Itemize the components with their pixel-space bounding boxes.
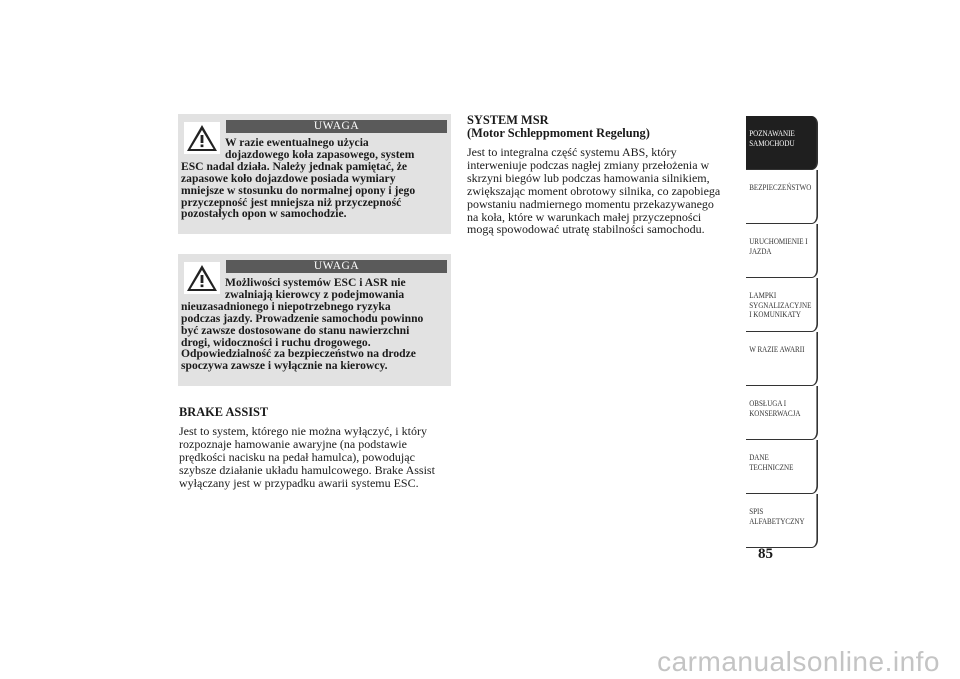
brake-assist-title: BRAKE ASSIST: [179, 405, 269, 419]
chapter-tab[interactable]: [746, 494, 818, 548]
chapter-tab[interactable]: [746, 116, 818, 170]
chapter-tab-label: LAMPKI: [749, 290, 777, 300]
chapter-tab[interactable]: [746, 278, 818, 332]
chapter-tabs: [746, 116, 818, 548]
chapter-tab-label: W RAZIE AWARII: [749, 344, 805, 354]
body-line: prędkości nacisku na pedał hamulca), powodując: [179, 449, 415, 464]
msr-body: [467, 146, 720, 236]
chapter-tab[interactable]: [746, 386, 818, 440]
page-number: 85: [758, 546, 773, 562]
warning-line: przyczepność jest mniejsza niż przyczepność: [181, 195, 402, 209]
warning-line: być zawsze dostosowane do stanu nawierzchni: [181, 323, 410, 337]
chapter-tab-label: JAZDA: [749, 245, 772, 256]
chapter-tab-label: SAMOCHODU: [749, 137, 795, 148]
chapter-tab[interactable]: [746, 170, 818, 224]
warning-line: Odpowiedzialność za bezpieczeństwo na drodze: [181, 347, 416, 361]
chapter-tab[interactable]: [746, 440, 818, 494]
body-line: zwiększając moment obrotowy silnika, co zapobiega: [467, 183, 721, 198]
warning-line: pozostałych opon w samochodzie.: [181, 207, 347, 221]
chapter-tab-label: DANE: [749, 452, 769, 462]
chapter-tab[interactable]: [746, 224, 818, 278]
warning-line: ESC nadal działa. Należy jednak pamiętać, że: [181, 159, 408, 173]
warning-line: zwalniają kierowcy z podejmowania: [225, 287, 405, 301]
chapter-tab-label: TECHNICZNE: [749, 461, 794, 472]
warning-line: nieuzasadnionego i niepotrzebnego ryzyka: [181, 299, 391, 313]
body-line: wyłączany jest w przypadku awarii systemu ESC.: [179, 475, 419, 490]
msr-subtitle: (Motor Schleppmoment Regelung): [467, 126, 650, 140]
body-line: mogą spowodować utratę stabilności samochodu.: [467, 222, 705, 237]
warning-box-2: [178, 254, 451, 386]
chapter-tab-label: OBSŁUGA I: [749, 398, 787, 408]
warning-line: Możliwości systemów ESC i ASR nie: [225, 276, 406, 289]
warning-line: mniejsze w stosunku do normalnej opony i jego: [181, 183, 416, 197]
chapter-tab-label: SPIS: [749, 506, 764, 516]
warning-text: [181, 277, 447, 372]
warning-box-1: [178, 114, 451, 234]
warning-text: [181, 137, 447, 220]
warning-header: UWAGA: [226, 260, 447, 273]
chapter-tab-label: I KOMUNIKATY: [749, 309, 801, 320]
watermark: carmanualsonline.info: [657, 646, 940, 677]
body-line: interweniuje podczas nagłej zmiany przełożenia w: [467, 157, 710, 172]
msr-title: SYSTEM MSR: [467, 113, 549, 127]
body-line: na koła, które w warunkach małej przyczepności: [467, 209, 702, 224]
body-line: rozpoznaje hamowanie awaryjne (na podstawie: [179, 436, 407, 451]
chapter-tab-label: BEZPIECZEŃSTWO: [749, 182, 812, 192]
warning-line: dojazdowego koła zapasowego, system: [225, 147, 415, 161]
chapter-tab-label: SYGNALIZACYJNE: [749, 299, 812, 310]
body-line: Jest to integralna część systemu ABS, który: [467, 145, 677, 159]
warning-line: W razie ewentualnego użycia: [225, 136, 369, 149]
chapter-tab-label: POZNAWANIE: [749, 128, 795, 138]
brake-assist-body: [179, 425, 435, 490]
warning-line: spoczywa zawsze i wyłącznie na kierowcy.: [181, 359, 388, 373]
warning-line: podczas jazdy. Prowadzenie samochodu powinno: [181, 311, 424, 325]
chapter-tab[interactable]: [746, 332, 818, 386]
chapter-tab-label: KONSERWACJA: [749, 407, 801, 418]
body-line: szybsze działanie układu hamulcowego. Brake Assist: [179, 462, 435, 477]
body-line: powstaniu nadmiernego momentu przekazywanego: [467, 196, 714, 211]
chapter-tab-label: URUCHOMIENIE I: [749, 236, 808, 246]
body-line: Jest to system, którego nie można wyłączyć, i który: [179, 424, 427, 438]
body-line: skrzyni biegów lub podczas hamowania silnikiem,: [467, 170, 710, 185]
warning-line: drogi, widoczności i ruchu drogowego.: [181, 335, 371, 349]
chapter-tab-label: ALFABETYCZNY: [749, 515, 805, 526]
warning-line: zapasowe koło dojazdowe posiada wymiary: [181, 171, 396, 185]
warning-header: UWAGA: [226, 120, 447, 133]
